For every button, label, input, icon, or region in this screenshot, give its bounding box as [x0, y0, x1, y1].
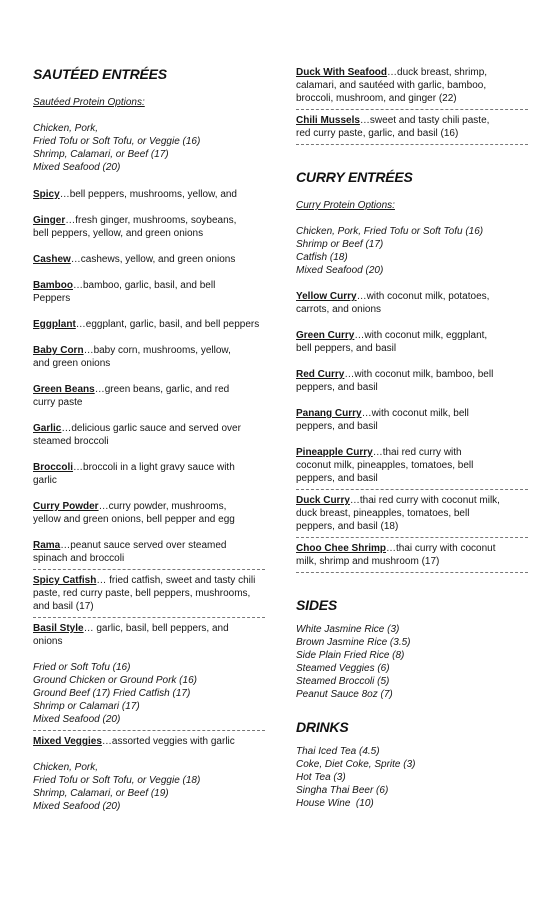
curry-protein-list	[296, 225, 528, 277]
menu-item-garlic	[33, 422, 265, 448]
menu-item-basil-style	[33, 622, 265, 648]
item-desc: …peanut sauce served over steamed	[60, 540, 227, 551]
item-desc: …with coconut milk, potatoes,	[356, 291, 490, 302]
divider	[296, 144, 528, 145]
divider	[33, 730, 265, 731]
protein-option: Shrimp or Beef (17)	[296, 239, 384, 250]
side-item: Steamed Broccoli (5)	[296, 676, 390, 687]
item-desc-cont: steamed broccoli	[33, 436, 109, 447]
protein-option: Shrimp or Calamari (17)	[33, 701, 140, 712]
menu-item-cashew	[33, 253, 265, 266]
protein-option: Chicken, Pork,	[33, 762, 99, 773]
protein-option: Shrimp, Calamari, or Beef (19)	[33, 788, 169, 799]
protein-option: Mixed Seafood (20)	[33, 714, 121, 725]
sauteed-protein-list	[33, 122, 265, 174]
protein-option: Chicken, Pork, Fried Tofu or Soft Tofu (16)	[296, 226, 484, 237]
item-desc-cont: peppers, and basil	[296, 382, 378, 393]
divider	[296, 537, 528, 538]
side-item: Peanut Sauce 8oz (7)	[296, 689, 393, 700]
item-desc-cont: peppers, and basil	[296, 473, 378, 484]
drink-item: Thai Iced Tea (4.5)	[296, 746, 380, 757]
item-desc-cont: spinach and broccoli	[33, 553, 125, 564]
protein-option: Mixed Seafood (20)	[33, 801, 121, 812]
right-column	[296, 66, 528, 810]
item-desc: …duck breast, shrimp,	[387, 67, 488, 78]
menu-item-baby-corn	[33, 344, 265, 370]
menu-item-ginger	[33, 214, 265, 240]
menu-item-spicy-catfish	[33, 574, 265, 613]
item-desc-cont: duck breast, pineapples, tomatoes, bell	[296, 508, 470, 519]
item-name: Chili Mussels	[296, 115, 360, 126]
menu-item-mixed-veggies	[33, 735, 265, 748]
drink-item: Coke, Diet Coke, Sprite (3)	[296, 759, 416, 770]
divider	[33, 569, 265, 570]
divider	[296, 572, 528, 573]
drink-item: Hot Tea (3)	[296, 772, 346, 783]
protein-option: Fried Tofu or Soft Tofu, or Veggie (18)	[33, 775, 201, 786]
divider	[296, 109, 528, 110]
item-name: Yellow Curry	[296, 291, 357, 302]
menu-item-red-curry	[296, 368, 528, 394]
protein-option: Shrimp, Calamari, or Beef (17)	[33, 149, 169, 160]
menu-item-yellow-curry	[296, 290, 528, 316]
drinks-list	[296, 745, 528, 810]
protein-option: Catfish (18)	[296, 252, 348, 263]
item-desc: …baby corn, mushrooms, yellow,	[83, 345, 231, 356]
side-item: White Jasmine Rice (3)	[296, 624, 400, 635]
protein-option: Chicken, Pork,	[33, 123, 99, 134]
protein-option: Ground Beef (17) Fried Catfish (17)	[33, 688, 191, 699]
drinks-heading: DRINKS	[296, 719, 349, 735]
item-desc-cont: peppers, and basil (18)	[296, 521, 399, 532]
item-desc: …curry powder, mushrooms,	[98, 501, 227, 512]
item-desc: …cashews, yellow, and green onions	[70, 254, 236, 265]
item-desc-cont: and green onions	[33, 358, 111, 369]
item-desc: …assorted veggies with garlic	[101, 736, 235, 747]
sauteed-heading: SAUTÉED ENTRÉES	[33, 66, 167, 82]
side-item: Side Plain Fried Rice (8)	[296, 650, 405, 661]
item-name: Duck With Seafood	[296, 67, 388, 78]
item-desc-cont: paste, red curry paste, bell peppers, mushrooms,	[33, 588, 251, 599]
item-desc-cont: milk, shrimp and mushroom (17)	[296, 556, 440, 567]
sides-heading: SIDES	[296, 597, 338, 613]
menu-item-bamboo	[33, 279, 265, 305]
item-desc-cont: peppers, and basil	[296, 421, 378, 432]
item-desc-cont: yellow and green onions, bell pepper and egg	[33, 514, 235, 525]
item-name: Garlic	[33, 423, 62, 434]
menu-item-panang-curry	[296, 407, 528, 433]
item-name: Bamboo	[33, 280, 73, 291]
item-desc: …sweet and tasty chili paste,	[359, 115, 490, 126]
drink-item: House Wine (10)	[296, 798, 374, 809]
menu-item-duck-curry	[296, 494, 528, 533]
sauteed-protein-label: Sautéed Protein Options:	[33, 97, 145, 108]
item-desc: …with coconut milk, bamboo, bell	[344, 369, 494, 380]
item-desc-cont: bell peppers, yellow, and green onions	[33, 228, 204, 239]
veggie-protein-list	[33, 761, 265, 813]
protein-option: Fried or Soft Tofu (16)	[33, 662, 131, 673]
item-desc: …thai red curry with coconut milk,	[349, 495, 500, 506]
item-name: Broccoli	[33, 462, 74, 473]
item-desc-cont: coconut milk, pineapples, tomatoes, bell	[296, 460, 474, 471]
menu-item-spicy	[33, 188, 265, 201]
item-desc-cont: Peppers	[33, 293, 71, 304]
item-desc: …fresh ginger, mushrooms, soybeans,	[65, 215, 237, 226]
item-desc: … fried catfish, sweet and tasty chili	[96, 575, 256, 586]
item-desc: …eggplant, garlic, basil, and bell peppers	[75, 319, 260, 330]
basil-protein-list	[33, 661, 265, 726]
sides-list	[296, 623, 528, 701]
menu-item-broccoli	[33, 461, 265, 487]
protein-option: Mixed Seafood (20)	[33, 162, 121, 173]
item-desc-cont: calamari, and sautéed with garlic, bamboo,	[296, 80, 487, 91]
side-item: Steamed Veggies (6)	[296, 663, 390, 674]
menu-item-green-beans	[33, 383, 265, 409]
item-desc: …bell peppers, mushrooms, yellow, and	[59, 189, 237, 200]
item-name: Duck Curry	[296, 495, 350, 506]
item-name: Eggplant	[33, 319, 76, 330]
menu-item-chili-mussels	[296, 114, 528, 140]
item-desc-cont: onions	[33, 636, 63, 647]
item-name: Basil Style	[33, 623, 84, 634]
item-name: Rama	[33, 540, 61, 551]
menu-item-rama	[33, 539, 265, 565]
menu-item-duck-with-seafood	[296, 66, 528, 105]
protein-option: Mixed Seafood (20)	[296, 265, 384, 276]
item-desc: …with coconut milk, bell	[361, 408, 469, 419]
curry-heading: CURRY ENTRÉES	[296, 169, 413, 185]
item-name: Panang Curry	[296, 408, 362, 419]
item-desc: …bamboo, garlic, basil, and bell	[73, 280, 216, 291]
menu-item-choo-chee-shrimp	[296, 542, 528, 568]
item-desc: …green beans, garlic, and red	[94, 384, 230, 395]
item-desc-cont: garlic	[33, 475, 57, 486]
menu-item-curry-powder	[33, 500, 265, 526]
item-name: Choo Chee Shrimp	[296, 543, 387, 554]
item-desc: …broccoli in a light gravy sauce with	[73, 462, 235, 473]
menu-item-eggplant	[33, 318, 265, 331]
item-name: Baby Corn	[33, 345, 84, 356]
item-desc-cont: and basil (17)	[33, 601, 94, 612]
menu-item-green-curry	[296, 329, 528, 355]
item-desc-cont: curry paste	[33, 397, 83, 408]
protein-option: Fried Tofu or Soft Tofu, or Veggie (16)	[33, 136, 201, 147]
menu-item-pineapple-curry	[296, 446, 528, 485]
item-name: Red Curry	[296, 369, 345, 380]
item-desc-cont: red curry paste, garlic, and basil (16)	[296, 128, 459, 139]
item-desc: … garlic, basil, bell peppers, and	[83, 623, 229, 634]
item-desc: …thai red curry with	[372, 447, 462, 458]
item-desc-cont: carrots, and onions	[296, 304, 382, 315]
item-desc: …delicious garlic sauce and served over	[61, 423, 241, 434]
left-column	[33, 64, 265, 813]
divider	[33, 617, 265, 618]
item-name: Ginger	[33, 215, 66, 226]
item-name: Green Curry	[296, 330, 355, 341]
item-name: Pineapple Curry	[296, 447, 373, 458]
side-item: Brown Jasmine Rice (3.5)	[296, 637, 411, 648]
item-name: Cashew	[33, 254, 71, 265]
item-name: Green Beans	[33, 384, 95, 395]
item-desc-cont: bell peppers, and basil	[296, 343, 397, 354]
item-name: Mixed Veggies	[33, 736, 102, 747]
item-name: Spicy	[33, 189, 60, 200]
divider	[296, 489, 528, 490]
drink-item: Singha Thai Beer (6)	[296, 785, 389, 796]
item-desc: …thai curry with coconut	[386, 543, 496, 554]
protein-option: Ground Chicken or Ground Pork (16)	[33, 675, 197, 686]
item-desc: …with coconut milk, eggplant,	[354, 330, 488, 341]
curry-protein-label: Curry Protein Options:	[296, 200, 395, 211]
item-desc-cont: broccoli, mushroom, and ginger (22)	[296, 93, 457, 104]
item-name: Curry Powder	[33, 501, 99, 512]
item-name: Spicy Catfish	[33, 575, 97, 586]
